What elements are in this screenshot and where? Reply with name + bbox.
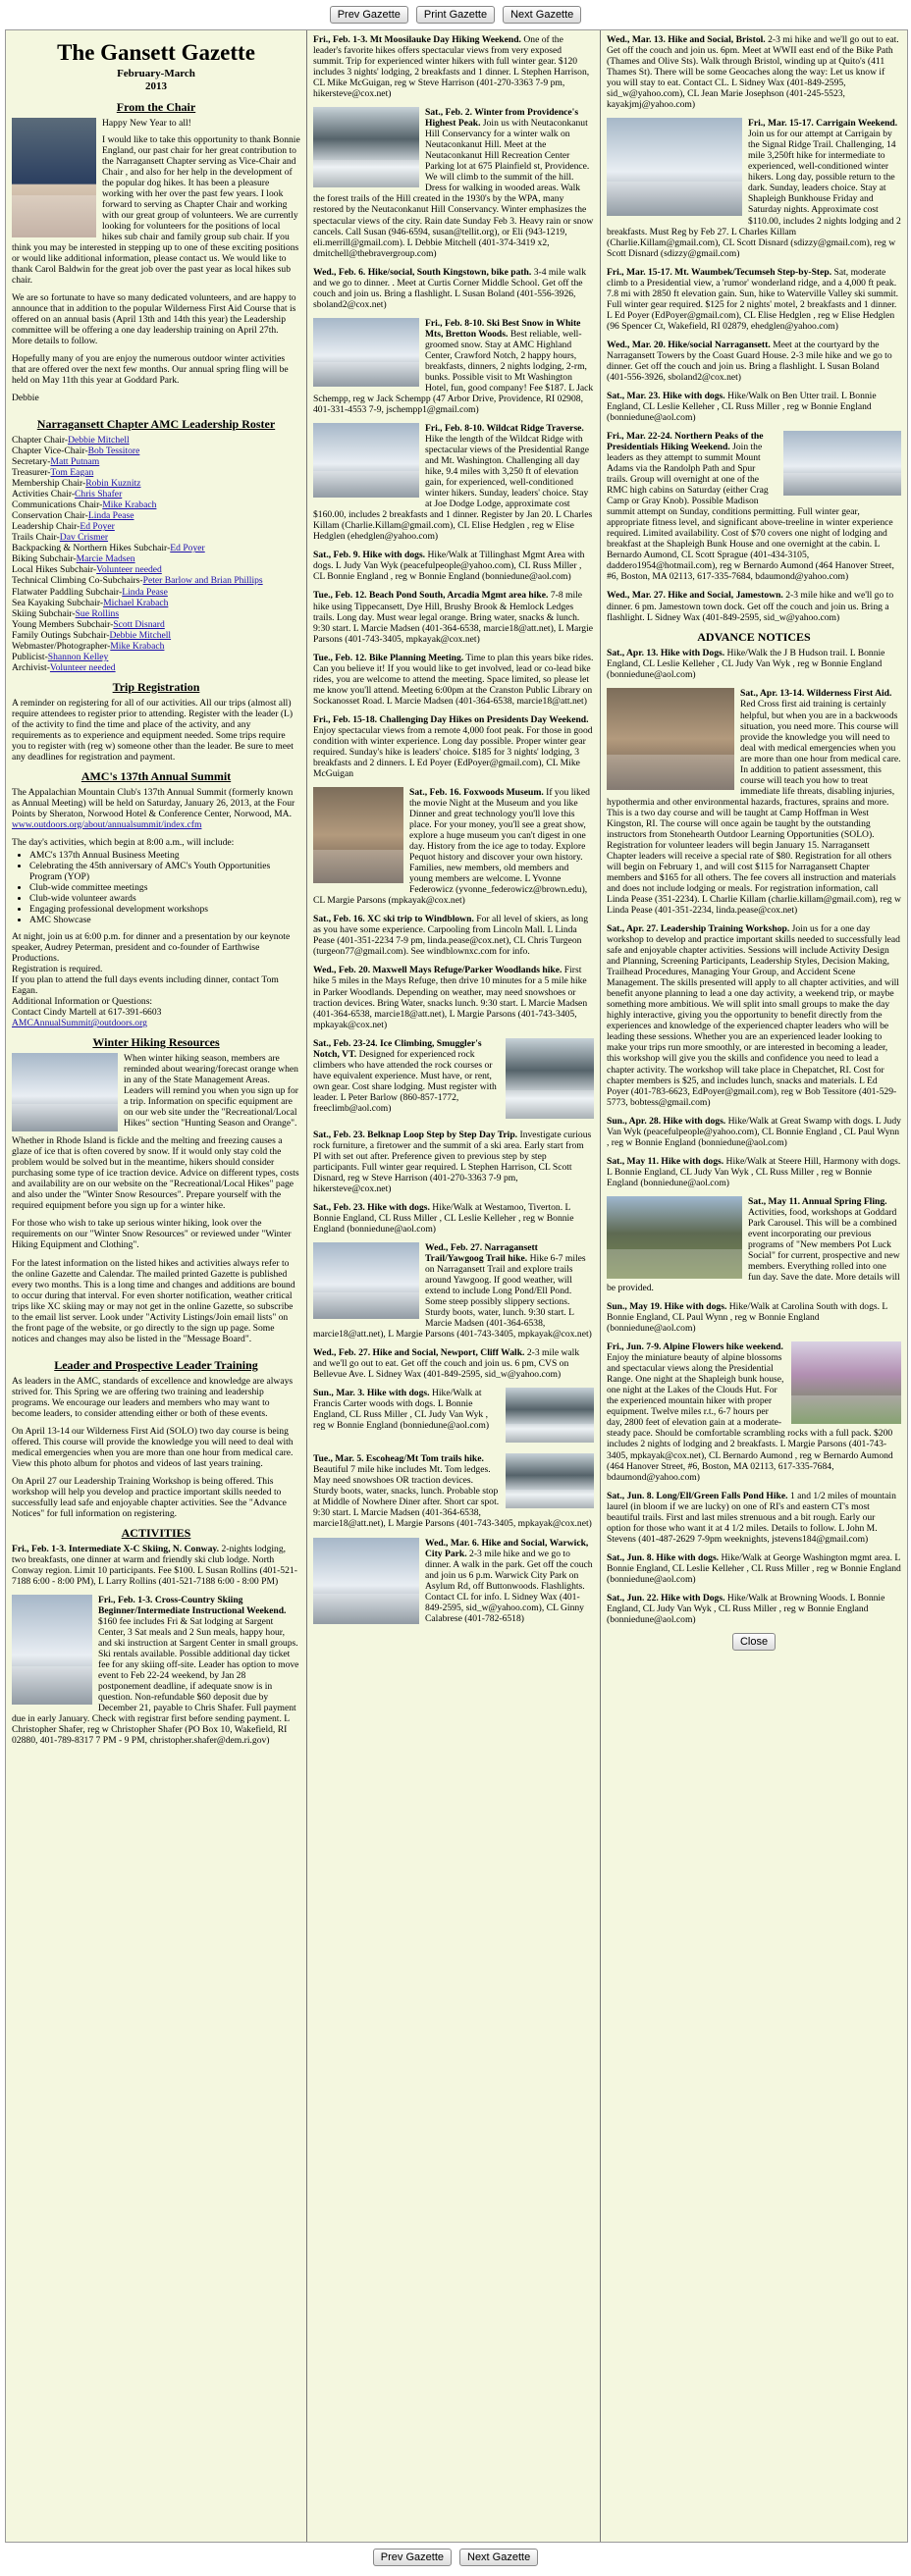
notice-text: 1 and 1/2 miles of mountain laurel (in bloom if we are lucky) on one of RI's and eastern CT's most beautiful trails. First and last miles strenuous and a bit rough. Early our option for those who want it at 4 1/2 miles. Details to follow. L John M. Stevens (401-487-2629 7-9pm weeknights, jstevens184@gmail.com) [607,1490,896,1545]
activity-title: Tue., Mar. 5. Escoheag/Mt Tom trails hike. [313,1453,484,1465]
roster-row [12,619,300,630]
roster-role: Local Hikes Subchair- [12,564,97,576]
annual-summit-p3: At night, join us at 6:00 p.m. for dinner and a presentation by our keynote speaker, Audrey Peterman, president and co-founder of Earthwise Productions. [12,930,291,964]
roster-name-link[interactable]: Debbie Mitchell [68,435,130,447]
roster-role: Communications Chair- [12,499,103,511]
roster-row [12,478,300,489]
annual-summit-p5: If you plan to attend the full days events including dinner, contact Tom Eagan. [12,974,279,997]
activity-text: 2-3 mile hike and we'll go to dinner. 6 pm. Jamestown town dock. Get off the couch and join us. Bring a flashlight. L Sidney Wax (401-849-2595, sid_w@yahoo.com) [607,590,894,623]
notice-item [607,1593,901,1625]
notice-title: Sun., May 19. Hike with dogs. [607,1301,727,1313]
roster-row [12,662,300,673]
activity-item [313,1130,594,1194]
activity-title: Wed., Mar. 13. Hike and Social, Bristol. [607,34,766,45]
roster-role: Young Members Subchair- [12,618,114,630]
activity-text: 7-8 mile hike using Tippecansett, Dye Hill, Brushy Brook & Hemlock Ledges trails. Long day. Must wear legal orange. Bring water, snacks & lunch. 9:30 start. L Marcie Madsen (401-364-6538, marcie18@att.net), L Margie Parsons (401-743-3405, mpkayak@cox.net) [313,590,594,645]
bretton-woods-photo [313,318,419,387]
issue-year: 2013 [145,80,167,93]
roster-role: Leadership Chair- [12,521,80,533]
notice-text: Hike/Walk at Great Swamp with dogs. L Judy Van Wyk (peacefulpeople@yahoo.com), CL Bonnie England , CL Paul Wynn , reg w Bonnie England (bonniedune@aol.com) [607,1115,901,1148]
activity-title: Fri., Feb. 8-10. Ski Best Snow in White Mts, Bretton Woods. [425,317,581,340]
narragansett-trail-photo [313,1242,419,1319]
roster-role: Chapter Chair- [12,435,69,447]
notice-item [607,1196,901,1293]
activity-title: Fri., Feb. 1-3. Cross-Country Skiing Beginner/Intermediate Instructional Weekend. [98,1594,287,1616]
roster-role: Archivist- [12,661,50,673]
activity-title: Tue., Feb. 12. Beach Pond South, Arcadia Mgmt area hike. [313,590,549,602]
roster-name-link[interactable]: Chris Shafer [75,489,123,500]
roster-role: Backpacking & Northern Hikes Subchair- [12,543,171,554]
close-wrap [607,1633,901,1651]
activity-item [313,1538,594,1627]
activity-title: Fri., Mar. 15-17. Mt. Waumbek/Tecumseh Step-by-Step. [607,266,832,278]
notice-item [607,1156,901,1188]
winter-p2: Whether in Rhode Island is fickle and the melting and freezing causes a glaze of ice that is often covered by snow. If it would only stay cold the problem would be solved but in the meantime, hikers should consider purchasing some type of ice traction device. Advice on different types, costs and availability are on our website on the "Recreational/Local Hikes" page and also under the "Winter Snow Resources". Prepare yourself with the required equipment before you sign up for a winter hike. [12,1135,299,1212]
list-item: • AMC Showcase [29,915,300,925]
roster-name-link[interactable]: Robin Kuznitz [85,478,141,490]
notice-text: Hike/Walk at Browning Woods. L Bonnie England, CL Judy Van Wyk , CL Russ Miller , reg w Bonnie England (bonniedune@aol.com) [607,1592,885,1625]
activity-title: Sat., Feb. 16. XC ski trip to Windblown. [313,914,474,925]
activity-text: Meet at the courtyard by the Narragansett Towers by the Coast Guard House. 2-3 mile hike and we go to dinner. Get off the couch and join us. Bring a flashlight. L Susan Boland (401-556-3926, sboland2@cox.net) [607,339,892,383]
roster-name-link[interactable]: Linda Pease [122,586,168,598]
activity-text: 2-3 mile hike and we go to dinner. A walk in the park. Get off the couch and join us 6 p.m. Warwick City Park on Asylum Rd, off Buttonwoods. Flashlights. Contact CL for info. L Sidney Wax (401-849-2595, sid_w@yahoo.com), CL Ginny Calabrese (401-782-6518) [425,1548,593,1624]
next-gazette-button[interactable]: Next Gazette [503,6,581,24]
roster-role: Skiing Subchair- [12,607,76,619]
roster-name-link[interactable]: Bob Tessitore [87,446,140,457]
chair-paragraph-1: I would like to take this opportunity to thank Bonnie England, our past chair for her great contribution to the Narragansett Chapter serving as Vice-Chair and Chair , and also for her help in the development of the popular dog hikes. It has been a pleasure working with her over the past few years. I look forward to serving as Chapter Chair and working with our great group of volunteers. We are currently looking for volunteers for the positions of local hikes sub chair and family group sub chair. If you think you may be interested in stepping up to one of these exciting positions or would like additional information, please contact us. We would like to thank Carol Baldwin for the great job over the past year as local hikes sub chair. [12,133,300,286]
activity-item [313,590,594,644]
winter-p4: For the latest information on the listed hikes and activities always refer to the online Gazette and Calendar. The mailed printed Gazette is published every two months. This is a long time and changes and additions are bound to occur during that interval. For even shorter notification, weather critical trips like XC skiing may or may not get in the online Gazette, so subscribe to the email list server. Look under "Activity Listings/Join email lists" on the front page of the website, or go directly to the sign up page. Some notices and changes may also be listed in the "Message Board". [12,1257,295,1344]
annual-summit-heading: AMC's 137th Annual Summit [80,768,232,783]
leader-p3: On April 27 our Leadership Training Workshop is being offered. This workshop will help you develop and practice important skills needed to successfully lead safe and enjoyable chapter activities. See the "Advance Notices" for full information on registering. [12,1475,287,1519]
activity-title: Sat., Mar. 23. Hike with dogs. [607,390,725,401]
prev-gazette-button-bottom[interactable]: Prev Gazette [373,2549,452,2566]
bottom-nav [0,2543,911,2572]
list-item: • Engaging professional development workshops [29,904,300,915]
activity-title: Wed., Feb. 20. Maxwell Mays Refuge/Parker Woodlands hike. [313,965,563,976]
leader-p2: On April 13-14 our Wilderness First Aid (SOLO) two day course is being offered. This course will provide the knowledge you will need to deal with medical emergencies when you are more than one hour from medical care. View this photo album for photos and videos of last years training. [12,1425,294,1469]
annual-summit-p7: Contact Cindy Martell at 617-391-6603 [12,1007,162,1019]
roster-heading: Narragansett Chapter AMC Leadership Roster [36,417,276,432]
notice-text: Enjoy the miniature beauty of alpine blossoms and spectacular views along the Presidential Range. One night at the Shapleigh bunk house, one night at the Lakes of the Clouds Hut. For the experienced mountain hiker with proper equipment. Twelve miles r.t., 6-7 hours per day, 2800 feet of elevation gain at a moderate-steady pace. Should be comfortable scrambling rocks with a full pack. $200 includes 2 nights of lodging and 2 breakfasts. L Margie Parsons (401-743-3405, mpkayak@cox.net), CL Bernardo Aumond , reg w Bernardo Aumond (464 Hanover Street, #6, Boston, MA 02113, 617-335-7684, bdaumond@yahoo.com) [607,1352,893,1483]
leader-training-heading: Leader and Prospective Leader Training [54,1357,258,1372]
roster-row [12,652,300,662]
activity-text: Hike/Walk on Ben Utter trail. L Bonnie England, CL Leslie Kelleher , CL Russ Miller , reg w Bonnie England (bonniedune@aol.com) [607,390,877,423]
city-park-photo [313,1538,419,1624]
winter-section [12,1053,300,1351]
activity-text: Join the leaders as they attempt to summit Mount Adams via the Randolph Path and Spur trails. Group will overnight at one of the RMC high cabins on Saturday (either Crag Camp or Gray Knob). Possible Madison summit attempt on Sunday, conditions permitting. Full winter gear, appropriate fitness level, and significant above-treeline in winter experience required. Limited availability. Cost of $70 covers one night of lodging and breakfast at the Shapleigh Bunk House and one overnight at the cabin. L Bernardo Aumond, CL Scott Sprague (401-434-3105, daddero1954@hotmail.com), reg w Bernardo Aumond (464 Hanover Street, #6, Boston, MA 02113, 617-335-7684, bdaumond@yahoo.com) [607,442,894,583]
list-item: • AMC's 137th Annual Business Meeting [29,850,300,861]
gazette-title: The Gansett Gazette [57,40,255,65]
notice-text: Hike/Walk at Steere Hill, Harmony with dogs. L Bonnie England, CL Judy Van Wyk , CL Russ Miller , reg w Bonnie England (bonniedune@aol.com) [607,1155,901,1188]
roster-row [12,587,300,598]
activity-title: Fri., Feb. 1-3. Mt Moosilauke Day Hiking Weekend. [313,34,521,45]
activity-text: Join us with Neutaconkanut Hill Conservancy for a winter walk on Neutaconkanut Hill. Meet at the Neutaconkanut Hill Recreation Center Parking lot at 675 Plainfield st, Providence. We will climb to the summit of the hill. Dress for walking in wooded areas. Walk the forest trails of the Hill created in the 1930's by the WPA, many restored by the Neutaconkanut Hill Conservancy. Winter emphasizes the spectacular views of the city. Rain date Sunday Feb 3. Heavy rain or snow cancels. Call Susan (946-6594, susan@tellit.org), or Eli (943-1219, eli.merrill@gmail.com). L Debbie Mitchell (401-374-3419 x2, dmitchell@thebravergroup.com) [313,118,594,259]
notice-title: Sat., Jun. 8. Hike with dogs. [607,1551,720,1563]
chair-paragraph-3: Hopefully many of you are enjoy the numerous outdoor winter activities that are offered over the next few months. Our annual spring fling will be held on May 11th this year at Goddard Park. [12,353,289,387]
activity-title: Fri., Mar. 15-17. Carrigain Weekend. [748,118,898,130]
activity-item [607,267,901,332]
roster-name-link[interactable]: Sue Rollins [75,607,120,619]
roster-row [12,575,300,586]
activity-item [313,787,594,906]
column-left [6,30,306,2542]
activity-item [607,118,901,258]
activity-title: Wed., Mar. 27. Hike and Social, Jamestown. [607,590,783,602]
activity-item [313,267,594,310]
activity-item [12,1595,300,1746]
advance-notices-heading: ADVANCE NOTICES [697,629,811,644]
top-nav [0,0,911,29]
activity-item [313,423,594,542]
chair-section [12,118,300,411]
notice-title: Sat., Apr. 13. Hike with Dogs. [607,648,725,659]
ice-climbing-photo [506,1038,594,1119]
roster-role: Membership Chair- [12,478,86,490]
roster-row [12,564,300,575]
roster-role: Publicist- [12,651,48,662]
leader-p1: As leaders in the AMC, standards of excellence and knowledge are always strived for. This Spring we are offering two training and leadership programs. We encourage our leaders and members who may want to become leaders, to consider attending either or both of these events. [12,1375,294,1419]
activity-item [313,1202,594,1235]
activity-item [313,550,594,582]
roster-name-link[interactable]: Tom Eagan [50,467,94,479]
activity-text: One of the leader's favorite hikes offers spectacular views from very exposed summit. Trip for experienced winter hikers with full winter gear. $120 includes 3 nights' lodging, 2 breakfasts and 1 dinner. L Stephen Harrison, CL Mike McGuigan, reg w Steve Harrison (401-270-3363 7-9 pm, hikersteve@cox.net) [313,34,590,100]
activity-item [607,340,901,383]
roster-role: Trails Chair- [12,532,60,544]
list-item: • Club-wide committee meetings [29,882,300,893]
roster-name-link[interactable]: Volunteer needed [96,564,162,576]
roster-role: Biking Subchair- [12,553,77,565]
roster-row [12,435,300,446]
activity-item [313,34,594,99]
presidentials-photo [783,431,901,496]
activity-text: Hike 6-7 miles on Narragansett Trail and explore trails around Yawgoog. If good weather, will extend to include Long Pond/Ell Pond. Some steep possibly slippery sections. Sturdy boots, water, lunch. 9:30 start. L Marcie Madsen (401-364-6538, marcie18@att.net), L Margie Parsons (401-743-3405, mpkayak@cox.net) [313,1252,592,1341]
roster-row [12,543,300,553]
list-item: • Celebrating the 45th anniversary of AMC's Youth Opportunities Program (YOP) [29,861,300,882]
activity-text: Hike the length of the Wildcat Ridge with spectacular views of the Presidential Range and Mt. Washington. Challenging all day hike, 9.4 miles with 3,250 ft of elevation gain, for experienced, well-conditioned winter hikers. Sunday, leaders' choice. Stay at Joe Dodge Lodge, approximate cost $160.00, includes 2 breakfasts and 1 dinner. Register by Jan 20. L Charles Killam (Charlie.Killam@gmail.com), CL Elise Hedglen , reg w Elise Hedglen (ehedglen@yahoo.com) [313,434,593,543]
notice-item [607,1491,901,1545]
roster-name-link[interactable]: Mike Krabach [110,640,165,652]
activity-item [313,1388,594,1446]
gazette-paper [5,29,908,2543]
activity-text: 2-3 mile walk and we'll go out to eat. Get off the couch and join us. 6 pm, CVS on Bellevue Ave. L Sidney Wax (401-849-2595, sid_w@yahoo.com) [313,1347,580,1381]
notice-text: Hike/Walk at Carolina South with dogs. L Bonnie England, CL Paul Wynn , reg w Bonnie England (bonniedune@aol.com) [607,1301,887,1335]
notice-item [607,688,901,916]
activity-title: Tue., Feb. 12. Bike Planning Meeting. [313,652,464,663]
annual-summit-link[interactable]: www.outdoors.org/about/annualsummit/index.cfm [12,818,202,830]
foxwoods-photo [313,787,403,883]
roster-row [12,456,300,467]
roster-name-link[interactable]: Matt Putnam [50,456,100,468]
activities-heading: ACTIVITIES [121,1525,191,1540]
activity-item [313,1038,594,1122]
chair-paragraph-2: We are so fortunate to have so many dedicated volunteers, and are happy to announce that in addition to the popular Wilderness First Aid Course that is offered on an annual basis (April 13th and 14th this year) the Leadership committee will be offering a one day leadership training on April 27th. More details to follow. [12,291,296,347]
activity-text: 2-3 mi hike and we'll go out to eat. Get off the couch and join us. 6pm. Meet at WWII east end of the Bike Path (Thames and Olive Sts). Walk through Bristol, winding up at Quito's (411 Thames St). There will be some Geocaches along the way: Let us know if you will stay to eat. Contact CL. L Sidney Wax (401-849-2595, sid_w@yahoo.com), CL Jean Marie Josephson (401-245-5523, kayakjmj@yahoo.com) [607,34,899,111]
notice-item [607,1341,901,1482]
activity-item [313,1242,594,1340]
activity-item [12,1544,300,1587]
activity-title: Fri., Feb. 15-18. Challenging Day Hikes on Presidents Day Weekend. [313,713,589,725]
activity-title: Wed., Mar. 20. Hike/social Narragansett. [607,339,771,350]
activity-title: Wed., Mar. 6. Hike and Social, Warwick, City Park. [425,1537,589,1559]
roster-name-link[interactable]: Dav Crismer [59,532,109,544]
print-gazette-button[interactable]: Print Gazette [416,6,495,24]
roster-role: Conservation Chair- [12,510,88,522]
annual-summit-list [29,850,300,925]
roster-row [12,467,300,478]
roster-row [12,489,300,499]
activity-title: Fri., Mar. 22-24. Northern Peaks of the Presidentials Hiking Weekend. [607,431,764,453]
next-gazette-button-bottom[interactable]: Next Gazette [459,2549,538,2566]
notice-title: Sat., Jun. 22. Hike with Dogs. [607,1592,725,1603]
chair-photo [12,118,96,237]
roster-name-link[interactable]: Peter Barlow and Brian Phillips [142,575,263,587]
roster-role: Webmaster/Photographer- [12,640,111,652]
roster-name-link[interactable]: Debbie Mitchell [109,629,172,641]
notice-title: Fri., Jun. 7-9. Alpine Flowers hike weekend. [607,1341,783,1353]
roster-role: Chapter Vice-Chair- [12,446,88,457]
prev-gazette-button[interactable]: Prev Gazette [330,6,408,24]
close-button[interactable]: Close [732,1633,776,1651]
column-right [601,30,907,2542]
notice-text: Hike/Walk at George Washington mgmt area. L Bonnie England, CL Leslie Kelleher , CL Russ Miller , reg w Bonnie England (bonniedune@aol.com) [607,1551,901,1585]
notice-item [607,648,901,680]
roster-name-link[interactable]: Michael Krabach [103,597,169,608]
annual-summit-p4: Registration is required. [12,964,103,974]
roster-row [12,641,300,652]
notice-text: Hike/Walk the J B Hudson trail. L Bonnie England, CL Leslie Kelleher , CL Judy Van Wyk , reg w Bonnie England (bonniedune@aol.com) [607,648,885,681]
activity-item [313,318,594,415]
activity-title: Wed., Feb. 6. Hike/social, South Kingstown, bike path. [313,266,532,278]
trip-registration-heading: Trip Registration [112,679,200,694]
activity-item [607,431,901,582]
annual-summit-p2: The day's activities, which begin at 8:00 a.m., will include: [12,836,235,848]
roster-name-link[interactable]: Volunteer needed [49,661,116,673]
roster-role: Technical Climbing Co-Subchairs- [12,575,143,587]
notice-title: Sun., Apr. 28. Hike with dogs. [607,1115,726,1127]
activity-item [313,107,594,258]
activity-text: Investigate curious rock furniture, a firetower and the summit of a ski area. Early start from PI with set out after. Preference given to previous step by step participants. Full winter gear required. L Stephen Harrison, CL Scott Disnard, reg w Steve Harrison (401-270-3363 7-9 pm, hikersteve@cox.net) [313,1129,592,1194]
roster-row [12,499,300,510]
chair-signature: Debbie [12,393,39,404]
notice-title: Sat., Apr. 13-14. Wilderness First Aid. [740,688,892,700]
carrigain-photo [607,118,742,216]
activity-text: Hike/Walk at Tillinghast Mgmt Area with dogs. L Judy Van Wyk (peacefulpeople@yahoo.com), CL Russ Miller , CL Bonnie England , reg w Bonnie England (bonniedune@aol.com) [313,550,585,583]
chair-greeting: Happy New Year to all! [102,117,191,129]
roster-row [12,608,300,619]
notice-item [607,923,901,1108]
neutaconkanut-photo [313,107,419,187]
roster-name-link[interactable]: Scott Disnard [113,618,165,630]
activity-title: Wed., Feb. 27. Narragansett Trail/Yawgoog Trail hike. [425,1241,538,1264]
activity-text: Designed for experienced rock climbers who have attended the rock courses or have equivalent experience. Must have, or rent, own gear. Cost share lodging. Must register with leader. L Peter Barlow (860-857-1772, freeclimb@aol.com) [313,1048,497,1114]
activity-title: Sun., Mar. 3. Hike with dogs. [313,1388,430,1399]
activity-text: For all level of skiers, as long as you have some experience. Carpooling from Lincoln Mall. L Linda Pease (401-351-2234 7-9 pm, linda.pease@cox.net), CL Chris Turgeon (turgeon77@gmail.com). See windblownxc.com for info. [313,914,589,958]
activity-title: Sat., Feb. 23. Hike with dogs. [313,1201,430,1213]
activity-title: Fri., Feb. 8-10. Wildcat Ridge Traverse. [425,423,584,435]
roster-name-link[interactable]: Shannon Kelley [47,651,109,662]
activity-text: Hike/Walk at Westamoo, Tiverton. L Bonnie England, CL Russ Miller , CL Leslie Kelleher , reg w Bonnie England (bonniedune@aol.com) [313,1201,574,1235]
annual-summit-p1: The Appalachian Mountain Club's 137th Annual Summit (formerly known as Annual Meeting) will be held on Saturday, January 26, 2013, at the Four Points by Sheraton, Norwood Hotel & Conference Center, Norwood, MA. [12,786,295,819]
winter-p3: For those who wish to take up serious winter hiking, look over the requirements on our "Winter Snow Resources" or reviewed under "Winter Hiking Equipment and Clothing". [12,1218,292,1251]
roster-role: Flatwater Paddling Subchair- [12,586,123,598]
winter-photo [12,1053,118,1131]
activity-text: 3-4 mile walk and we go to dinner. . Meet at Curtis Corner Middle School. Get off the couch and join us. Bring a flashlight. L Susan Boland (401-556-3926, sboland2@cox.net) [313,266,586,310]
escoheag-photo [506,1453,594,1508]
list-item: • Club-wide volunteer awards [29,893,300,904]
activity-text: Hike/Walk at Francis Carter woods with dogs. L Bonnie England, CL Russ Miller , CL Judy Van Wyk , reg w Bonnie England (bonniedune@aol.com) [313,1388,490,1432]
notice-item [607,1116,901,1148]
activity-title: Wed., Feb. 27. Hike and Social, Newport, Cliff Walk. [313,1347,525,1359]
activity-item [313,965,594,1029]
activity-title: Sat., Feb. 9. Hike with dogs. [313,550,426,561]
notice-text: Activities, food, workshops at Goddard Park Carousel. This will be a combined event incorporating our previous programs of "New members Pot Luck Social" for current, prospective and new members. Everything rolled into one fun day. Save the date. More details will be provided. [607,1206,900,1294]
activity-title: Sat., Feb. 2. Winter from Providence's Highest Peak. [425,107,579,130]
activity-text: Best reliable, well-groomed snow. Stay at AMC Highland Center, Crawford Notch, 2 happy hours, breakfasts, dinners, 2 nights lodging, 2-rm, bunks. Possible visit to Mt Washington Hotel, fun, good company! Fee $187. L Jack Schempp, reg w Jack Schempp (47 Arbor Drive, Providence, RI 02908, 401-331-4553 7-9, jschempp1@gmail.com) [313,328,594,415]
roster-name-link[interactable]: Marcie Madsen [76,553,135,565]
alpine-flowers-photo [791,1341,901,1424]
activity-item [607,590,901,622]
notice-text: Join us for a one day workshop to develop and practice important skills needed to successfully lead safe and enjoyable chapter activities. Sessions will include Activity Design and Planning, Screening Participants, Leadership Styles, Decision Making, Trailhead Procedures, Managing Your Group, and Accident Scene Management. The skills presented will apply to all chapter activities, and will benefit anyone planning to lead a one day activity, a weekend trip, or maybe something more ambitious. We will split into small groups to make the day highly interactive, giving you the opportunity to benefit directly from the experiences and knowledge of the experienced chapter leaders who will be leading these sessions. Whether you are an experienced leader looking to make your trips run more smoothly, or are interested in becoming a leader, this workshop will give you the skills and confidence you need to lead a chapter activity. The workshop will take place in Chepatchet, RI. Cost for chapter members is $25, and includes lunch, snacks and materials. L Ed Poyer (401-783-6623, EdPoyer@gmail.com), reg w Bob Tessitore (401-529-5773, bobtess@gmail.com) [607,923,900,1108]
roster-role: Sea Kayaking Subchair- [12,597,104,608]
roster-name-link[interactable]: Ed Poyer [170,543,205,554]
column-middle [306,30,601,2542]
activity-title: Fri., Feb. 1-3. Intermediate X-C Skiing, N. Conway. [12,1543,220,1554]
notice-title: Sat., Jun. 8. Long/Ell/Green Falls Pond Hike. [607,1490,788,1501]
roster-row [12,521,300,532]
chair-heading: From the Chair [116,99,196,114]
winter-heading: Winter Hiking Resources [92,1035,220,1050]
goddard-park-photo [607,1196,742,1279]
roster-role: Secretary- [12,456,51,468]
roster-name-link[interactable]: Linda Pease [87,510,134,522]
wildcat-photo [313,423,419,498]
notice-title: Sat., Apr. 27. Leadership Training Workshop. [607,923,790,935]
activity-text: First hike 5 miles in the Mays Refuge, then drive 10 minutes for a 5 mile hike in Parker Woodlands. Depending on weather, may need snowshoes or traction devices. Bring Water, snacks lunch. 9:30 start. L Marcie Madsen (401-364-6538, marcie18@att.net), L Margie Parsons (401-743-3405, mpkayak@cox.net) [313,965,588,1030]
annual-summit-p6: Additional Information or Questions: [12,996,153,1008]
roster-role: Treasurer- [12,467,51,479]
annual-summit-email[interactable]: AMCAnnualSummit@outdoors.org [12,1018,147,1029]
activity-text: 2-nights lodging, two breakfasts, one dinner at warm and friendly ski club lodge. North Conway region. Limit 10 participants. Fee $100. L Susan Rollins (401-521-7188 6:00 - 8:00 PM), L Larry Rollins (401-521-7188 6:00 - 8:00 PM) [12,1543,297,1587]
activity-title: Sat., Feb. 23-24. Ice Climbing, Smuggler's Notch, VT. [313,1037,482,1060]
roster-row [12,598,300,608]
activity-item [313,914,594,957]
activity-item [313,1453,594,1529]
issue-date: February-March [117,68,195,80]
roster-row [12,532,300,543]
winter-p1: When winter hiking season, members are reminded about wearing/forecast orange when in any of the State Management Areas. Leaders will remind you when you sign up for a trip. Information on specific equipment are on our web site under the "Recreational/Local Hikes" section "Hunting Season and Orange". [124,1052,298,1130]
roster-row [12,630,300,641]
notice-item [607,1301,901,1334]
roster-row [12,446,300,456]
roster-role: Activities Chair- [12,489,76,500]
activity-item [313,653,594,707]
ski-photo [12,1595,92,1705]
roster-role: Family Outings Subchair- [12,629,110,641]
activity-text: Join us for our attempt at Carrigain by the Signal Ridge Trail. Challenging, 14 mile 3,250ft hike for intermediate to experienced, well-conditioned winter hikers. Long day, possible return to the dark. Sunday, leaders choice. Stay at Shapleigh Bunkhouse Friday and Saturday nights. Approximate cost $110.00, includes 2 nights lodging and 2 breakfasts. Must Reg by Feb 27. L Charles Killam (Charlie.Killam@gmail.com), CL Scott Disnard (sdizzy@gmail.com), reg w Scott Disnard (sdizzy@gmail.com) [607,129,901,259]
activity-text: Enjoy spectacular views from a remote 4,000 foot peak. For those in good condition with winter experience. Long day possible. Proper winter gear required. Sunday's hike is leaders' choice. $185 for 3 nights' lodging, 3 breakfasts and 2 dinners. L Ed Poyer (EdPoyer@gmail.com), CL Mike McGuigan [313,724,593,779]
roster-name-link[interactable]: Ed Poyer [80,521,115,533]
activity-item [607,391,901,423]
activity-text: If you liked the movie Night at the Museum and you like Dinner and great technology you'll love this place. For your money, you'll see a great show, explore a huge museum you can't digest in one day. History from the ice age to today. Explore Pequot history and discover your own history. Families, new members, old members and young members are welcome. L Yvonne Federowicz (yvonne_federowicz@brown.edu), CL Margie Parsons (mpkayak@cox.net) [313,786,590,907]
activity-text: Beautiful 7 mile hike includes Mt. Tom ledges. May need snowshoes OR traction devices. Sturdy boots, water, snacks, lunch. Probable stop at Middle of Nowhere Diner after. Short car spot. 9:30 start. L Marcie Madsen (401-364-6538, marcie18@att.net), L Margie Parsons (401-743-3405, mpkayak@cox.net) [313,1464,592,1530]
activity-text: Sat, moderate climb to a Presidential view, a 'rumor' wonderland ridge, and a 4,000 ft peak. 7.8 mi with 2850 ft elevation gain. Sun, hike to Waterville Valley ski summit. Full winter gear required. $125 for 2 nights' motel, 2 breakfasts and 1 dinner. L Ed Poyer (EdPoyer@gmail.com), CL Elise Hedglen , reg w Elise Hedglen (96 Spencer Ct, Wakefield, RI 02879, ehedglen@yahoo.com) [607,266,899,332]
notice-title: Sat., May 11. Hike with dogs. [607,1155,724,1167]
activity-item [607,34,901,110]
activity-text: Time to plan this years bike rides. Can you believe it! If you would like to get involved, lead or co-lead bike rides, you are welcome to attend the meeting. Space limited, so please let me know you'll attend. Meeting 6:00pm at the Cranston Public Library on Sockanosset Road. L Marcie Madsen (401-364-6538, marcie18@att.net) [313,652,594,707]
trip-registration-text: A reminder on registering for all of our activities. All our trips (almost all) require attendees to register prior to attending. Register with the leader (L) of the activity to find the time and place of the activity, and any requirements as to experience and equipment needed. Some trips require you to register with (reg w) someone other than the leader. Be sure to meet any deadlines for registration and payment. [12,697,294,762]
roster-row [12,510,300,521]
activity-title: Sat., Feb. 16. Foxwoods Museum. [409,786,544,798]
roster-name-link[interactable]: Mike Krabach [102,499,157,511]
activity-title: Sat., Feb. 23. Belknap Loop Step by Step Day Trip. [313,1129,518,1140]
notice-text: Red Cross first aid training is certainly helpful, but when you are in a backwoods situation, you need more. This course will provide the knowledge you will need to deal with medical emergencies when you are more than one hour from medical care. In addition to patient assessment, this course will teach you how to treat immediate life threats, disabling injuries, hypothermia and other environmental hazards, fractures, sprains and more. This is a two day course and will be taught at Camp Hoffman in West Kingston, RI. The course will once again be taught by the outstanding instructors from Stonehearth Outdoor Learning Opportunities (SOLO). Registration for volunteer leaders will begin January 15. Narragansett Chapter leaders will receive a special rate of $80. Registration for all others will begin on February 1, and will cost $115 for Narragansett Chapter members and $165 for all others. The fee covers all instruction and materials and does not include lodging or meals. For registration information, call Linda Pease (351-2234). L Charlie Killam (charlie.killam@gmail.com), reg w Linda Pease (401-351-2234, linda.pease@cox.net) [607,699,901,917]
notice-title: Sat., May 11. Annual Spring Fling. [748,1195,887,1207]
activity-item [313,1347,594,1380]
francis-carter-photo [506,1388,594,1443]
first-aid-photo [607,688,734,790]
roster-row [12,553,300,564]
activity-text: $160 fee includes Fri & Sat lodging at Sargent Center, 3 Sat meals and 2 Sun meals, happy hour, and ski instruction at Sargent Center in small groups. Ski rentals available. Possible additional day ticket fee for any skiing off-site. Leader has option to move event to Feb 22-24 weekend, by Jan 28 postponement deadline, if adequate snow is in question. Non-refundable $60 deposit due by December 21, payable to Chris Shafer. Full payment due in early January. Check with registrar first before sending payment. L Christopher Shafer, reg w Christopher Shafer (PO Box 10, Wakefield, RI 02880, 401-789-8317 7 PM - 9 PM, christopher.shafer@dem.ri.gov) [12,1615,299,1747]
notice-item [607,1552,901,1585]
roster-list [12,435,300,673]
activity-item [313,714,594,779]
